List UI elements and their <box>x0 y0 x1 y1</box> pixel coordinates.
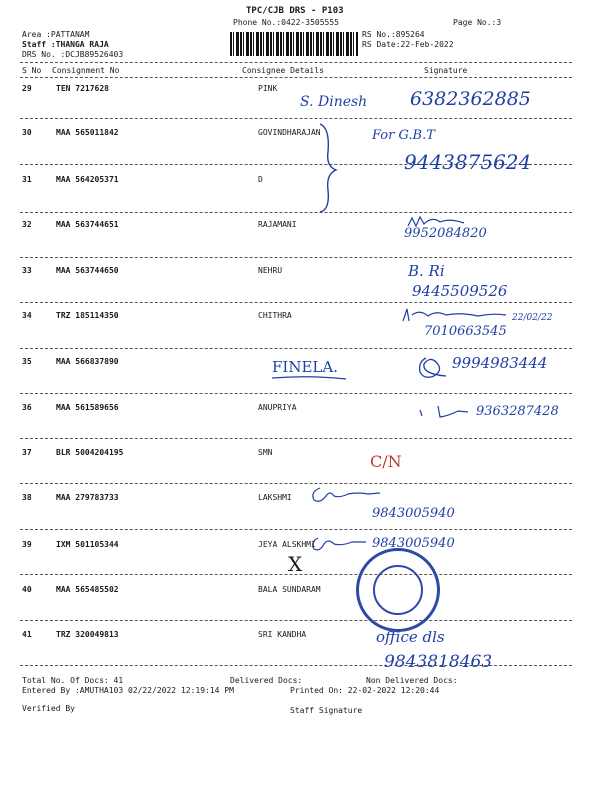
signature-name: office dls <box>376 628 445 646</box>
page-number: Page No.:3 <box>453 18 502 27</box>
row-consignment: TRZ 185114350 <box>56 311 119 320</box>
row-consignment: MAA 563744650 <box>56 266 119 275</box>
signature-mark: X <box>288 552 303 576</box>
area-label: Area :PATTANAM <box>22 30 90 39</box>
row-divider <box>20 620 572 621</box>
drs-title: TPC/CJB DRS - P103 <box>246 6 344 16</box>
row-consignee: NEHRU <box>258 266 283 275</box>
table-row <box>0 493 600 537</box>
row-sno: 29 <box>22 84 32 93</box>
signature-name: FINELA. <box>272 358 338 376</box>
bracket-mark <box>316 122 346 214</box>
table-row <box>0 266 600 310</box>
row-consignment: MAA 566837890 <box>56 357 119 366</box>
underline-mark <box>270 375 350 383</box>
signature-scribble <box>400 307 510 325</box>
signature-phone: 9443875624 <box>404 150 532 174</box>
drs-number: DRS No. :DCJB89526403 <box>22 50 124 59</box>
signature-scribble <box>418 404 472 420</box>
row-divider <box>20 438 572 439</box>
row-consignee: PINK <box>258 84 278 93</box>
row-consignee: LAKSHMI <box>258 493 292 502</box>
signature-name: S. Dinesh <box>300 94 368 110</box>
row-sno: 31 <box>22 175 32 184</box>
round-seal-stamp <box>356 548 440 632</box>
row-sno: 36 <box>22 403 32 412</box>
signature-scribble <box>416 354 452 382</box>
column-consignment: Consignment No <box>52 66 120 75</box>
verified-by: Verified By <box>22 704 75 713</box>
column-sno: S No <box>22 66 42 75</box>
table-row <box>0 448 600 492</box>
row-divider <box>20 393 572 394</box>
row-sno: 38 <box>22 493 32 502</box>
delivered-docs: Delivered Docs: <box>230 676 303 685</box>
row-consignee: CHITHRA <box>258 311 292 320</box>
signature-name: B. Ri <box>408 262 445 280</box>
column-divider <box>20 77 572 78</box>
row-sno: 32 <box>22 220 32 229</box>
row-sno: 34 <box>22 311 32 320</box>
row-consignee: JEYA ALSKHMI <box>258 540 316 549</box>
printed-on: Printed On: 22-02-2022 12:20:44 <box>290 686 440 695</box>
row-consignee: RAJAMANI <box>258 220 297 229</box>
signature-phone: 9952084820 <box>404 226 487 241</box>
staff-label: Staff :THANGA RAJA <box>22 40 109 49</box>
row-consignment: MAA 565011842 <box>56 128 119 137</box>
signature-name: For G.B.T <box>372 128 435 143</box>
row-divider <box>20 529 572 530</box>
header-divider <box>20 62 572 63</box>
row-sno: 37 <box>22 448 32 457</box>
signature-phone: 6382362885 <box>410 88 531 110</box>
column-signature: Signature <box>424 66 468 75</box>
total-docs: Total No. Of Docs: 41 <box>22 676 124 685</box>
row-consignee: GOVINDHARAJAN <box>258 128 321 137</box>
signature-phone: 9994983444 <box>452 354 548 372</box>
barcode <box>230 32 358 56</box>
phone-number: Phone No.:0422-3505555 <box>233 18 339 27</box>
table-row <box>0 585 600 629</box>
row-consignee: ANUPRIYA <box>258 403 297 412</box>
row-divider <box>20 257 572 258</box>
row-sno: 41 <box>22 630 32 639</box>
column-consignee: Consignee Details <box>242 66 324 75</box>
signature-date: 22/02/22 <box>512 313 553 323</box>
row-consignment: MAA 564205371 <box>56 175 119 184</box>
row-divider <box>20 348 572 349</box>
staff-signature: Staff Signature <box>290 706 363 715</box>
row-divider <box>20 118 572 119</box>
signature-mark: C/N <box>370 452 402 471</box>
signature-phone: 9363287428 <box>476 404 559 419</box>
rs-number: RS No.:895264 <box>362 30 425 39</box>
row-sno: 33 <box>22 266 32 275</box>
rs-date: RS Date:22-Feb-2022 <box>362 40 454 49</box>
row-consignee: D <box>258 175 263 184</box>
row-consignment: MAA 279783733 <box>56 493 119 502</box>
row-consignment: MAA 563744651 <box>56 220 119 229</box>
row-divider <box>20 483 572 484</box>
signature-phone: 7010663545 <box>424 324 507 339</box>
entered-by: Entered By :AMUTHA103 02/22/2022 12:19:14 PM <box>22 686 234 695</box>
signature-phone: 9843005940 <box>372 506 455 521</box>
row-consignment: TRZ 320049813 <box>56 630 119 639</box>
row-consignment: MAA 561589656 <box>56 403 119 412</box>
signature-scribble <box>308 534 368 554</box>
row-consignee: SRI KANDHA <box>258 630 307 639</box>
signature-phone: 9843005940 <box>372 536 455 551</box>
table-row <box>0 630 600 674</box>
non-delivered-docs: Non Delivered Docs: <box>366 676 458 685</box>
row-sno: 40 <box>22 585 32 594</box>
row-consignment: MAA 565485502 <box>56 585 119 594</box>
row-divider <box>20 212 572 213</box>
row-consignment: BLR 5004204195 <box>56 448 124 457</box>
signature-scribble <box>308 484 382 506</box>
row-consignment: TEN 7217628 <box>56 84 109 93</box>
row-consignment: IXM 501105344 <box>56 540 119 549</box>
signature-phone: 9445509526 <box>412 282 508 300</box>
signature-phone: 9843818463 <box>384 652 493 672</box>
row-consignee: SMN <box>258 448 273 457</box>
row-sno: 35 <box>22 357 32 366</box>
row-divider <box>20 302 572 303</box>
row-sno: 30 <box>22 128 32 137</box>
row-sno: 39 <box>22 540 32 549</box>
row-consignee: BALA SUNDARAM <box>258 585 321 594</box>
